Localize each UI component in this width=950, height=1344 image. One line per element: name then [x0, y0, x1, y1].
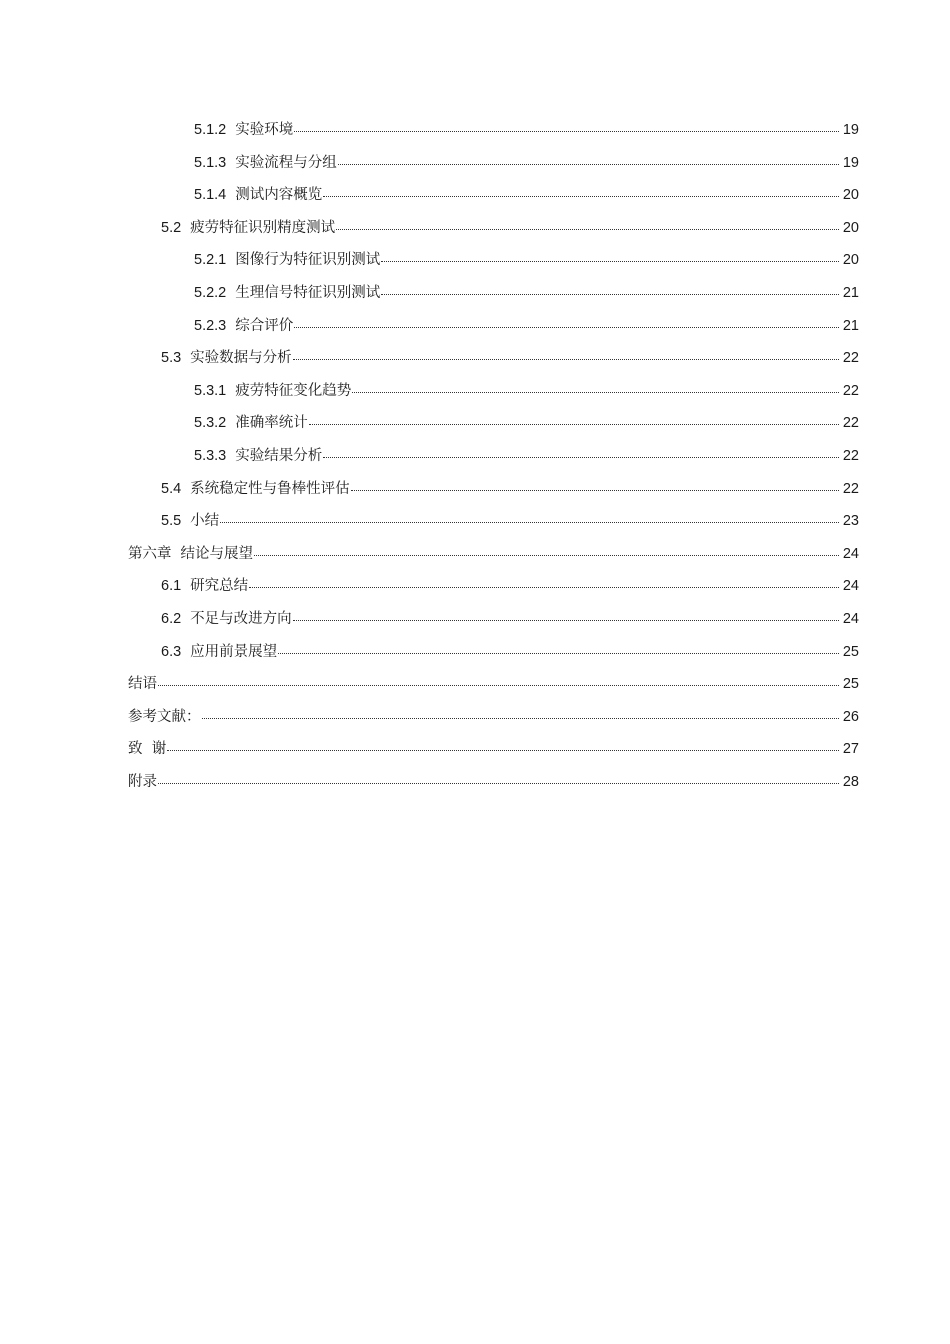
- toc-entry-6-3[interactable]: [0, 636, 950, 669]
- toc-entry-title: 综合评价: [235, 317, 294, 334]
- dot-leader: [293, 358, 839, 360]
- toc-entry-title: 准确率统计: [235, 415, 308, 432]
- dot-leader: [351, 489, 839, 491]
- toc-entry-page: 22: [842, 382, 859, 399]
- dot-leader: [352, 391, 839, 393]
- dot-leader: [249, 586, 839, 588]
- toc-entry-title: 致 谢: [128, 741, 167, 758]
- toc-entry-chapter-6[interactable]: [0, 538, 950, 571]
- toc-entry-page: 20: [842, 219, 859, 236]
- dot-leader: [381, 260, 839, 262]
- toc-entry-title: 小结: [190, 513, 220, 530]
- toc-entry-title: 不足与改进方向: [190, 610, 292, 627]
- toc-entry-page: 21: [842, 284, 859, 301]
- toc-entry-5-1-4[interactable]: [0, 179, 950, 212]
- toc-entry-title: 结语: [128, 676, 157, 693]
- toc-entry-number: 5.3.1: [194, 382, 227, 399]
- toc-entry-title: 实验数据与分析: [190, 350, 292, 367]
- dot-leader: [336, 228, 839, 230]
- toc-entry-title: 系统稳定性与鲁棒性评估: [190, 480, 350, 497]
- dot-leader: [323, 456, 839, 458]
- dot-leader: [381, 293, 839, 295]
- toc-entry-page: 22: [842, 415, 859, 432]
- toc-entry-page: 20: [842, 187, 859, 204]
- toc-entry-page: 25: [842, 676, 859, 693]
- toc-entry-5-3-3[interactable]: [0, 440, 950, 473]
- toc-entry-number: 5.2.2: [194, 284, 227, 301]
- toc-entry-number: 5.1.4: [194, 187, 227, 204]
- toc-entry-5-2-2[interactable]: [0, 277, 950, 310]
- toc-entry-number: 5.3.3: [194, 447, 227, 464]
- toc-entry-number: 5.2: [161, 219, 182, 236]
- dot-leader: [202, 717, 840, 719]
- toc-entry-page: 22: [842, 447, 859, 464]
- toc-entry-title: 研究总结: [190, 578, 249, 595]
- toc-entry-number: 5.4: [161, 480, 182, 497]
- dot-leader: [158, 684, 839, 686]
- toc-entry-5-3-2[interactable]: [0, 407, 950, 440]
- toc-entry-5-3-1[interactable]: [0, 375, 950, 408]
- dot-leader: [254, 554, 839, 556]
- dot-leader: [167, 749, 839, 751]
- toc-entry-page: 22: [842, 350, 859, 367]
- toc-entry-number: 5.1.2: [194, 122, 227, 138]
- toc-entry-page: 24: [842, 545, 859, 562]
- dot-leader: [294, 130, 839, 132]
- toc-entry-5-1-2[interactable]: [0, 114, 950, 147]
- toc-entry-title: 参考文献：: [128, 708, 201, 725]
- toc-entry-title: 生理信号特征识别测试: [235, 284, 381, 301]
- dot-leader: [338, 163, 839, 165]
- toc-entry-title: 附录: [128, 773, 157, 790]
- toc-entry-number: 5.3.2: [194, 415, 227, 432]
- toc-entry-5-3[interactable]: [0, 342, 950, 375]
- toc-entry-page: 24: [842, 578, 859, 595]
- toc-entry-page: 20: [842, 252, 859, 269]
- toc-entry-number: 6.1: [161, 578, 182, 595]
- dot-leader: [309, 423, 839, 425]
- toc-entry-title: 实验环境: [235, 122, 294, 138]
- toc-entry-page: 26: [842, 708, 859, 725]
- toc-entry-5-2-3[interactable]: [0, 310, 950, 343]
- toc-entry-title: 结论与展望: [180, 545, 253, 562]
- toc-entry-6-2[interactable]: [0, 603, 950, 636]
- toc-entry-page: 28: [842, 773, 859, 790]
- toc-entry-page: 22: [842, 480, 859, 497]
- dot-leader: [158, 782, 839, 784]
- toc-entry-title: 应用前景展望: [190, 643, 278, 660]
- toc-entry-title: 疲劳特征识别精度测试: [190, 219, 336, 236]
- toc-entry-appendix[interactable]: [0, 766, 950, 799]
- toc-entry-5-1-3[interactable]: [0, 147, 950, 180]
- toc-entry-page: 24: [842, 610, 859, 627]
- dot-leader: [293, 619, 839, 621]
- dot-leader: [294, 326, 839, 328]
- toc-entry-title: 实验流程与分组: [235, 154, 337, 171]
- dot-leader: [278, 652, 839, 654]
- toc-entry-number: 5.1.3: [194, 154, 227, 171]
- toc-entry-title: 实验结果分析: [235, 447, 323, 464]
- toc-entry-number: 第六章: [128, 545, 172, 562]
- toc-entry-5-2[interactable]: [0, 212, 950, 245]
- toc-entry-title: 图像行为特征识别测试: [235, 252, 381, 269]
- toc-entry-5-2-1[interactable]: [0, 244, 950, 277]
- dot-leader: [323, 195, 839, 197]
- dot-leader: [220, 521, 839, 523]
- toc-entry-page: 21: [842, 317, 859, 334]
- toc-entry-acknowledgements[interactable]: [0, 733, 950, 766]
- toc-entry-6-1[interactable]: [0, 570, 950, 603]
- toc-entry-number: 5.2.3: [194, 317, 227, 334]
- toc-entry-5-4[interactable]: [0, 473, 950, 506]
- toc-entry-number: 6.2: [161, 610, 182, 627]
- toc-entry-number: 5.5: [161, 513, 182, 530]
- toc-entry-number: 5.2.1: [194, 252, 227, 269]
- toc-entry-number: 6.3: [161, 643, 182, 660]
- toc-entry-page: 23: [842, 513, 859, 530]
- toc-entry-references[interactable]: [0, 701, 950, 734]
- toc-entry-5-5[interactable]: [0, 505, 950, 538]
- toc-entry-page: 19: [842, 154, 859, 171]
- toc-entry-number: 5.3: [161, 350, 182, 367]
- toc-entry-page: 27: [842, 741, 859, 758]
- toc-entry-page: 19: [842, 122, 859, 138]
- toc-entry-title: 测试内容概览: [235, 187, 323, 204]
- toc-entry-page: 25: [842, 643, 859, 660]
- toc-entry-title: 疲劳特征变化趋势: [235, 382, 352, 399]
- table-of-contents: [0, 114, 950, 798]
- toc-entry-conclusion[interactable]: [0, 668, 950, 701]
